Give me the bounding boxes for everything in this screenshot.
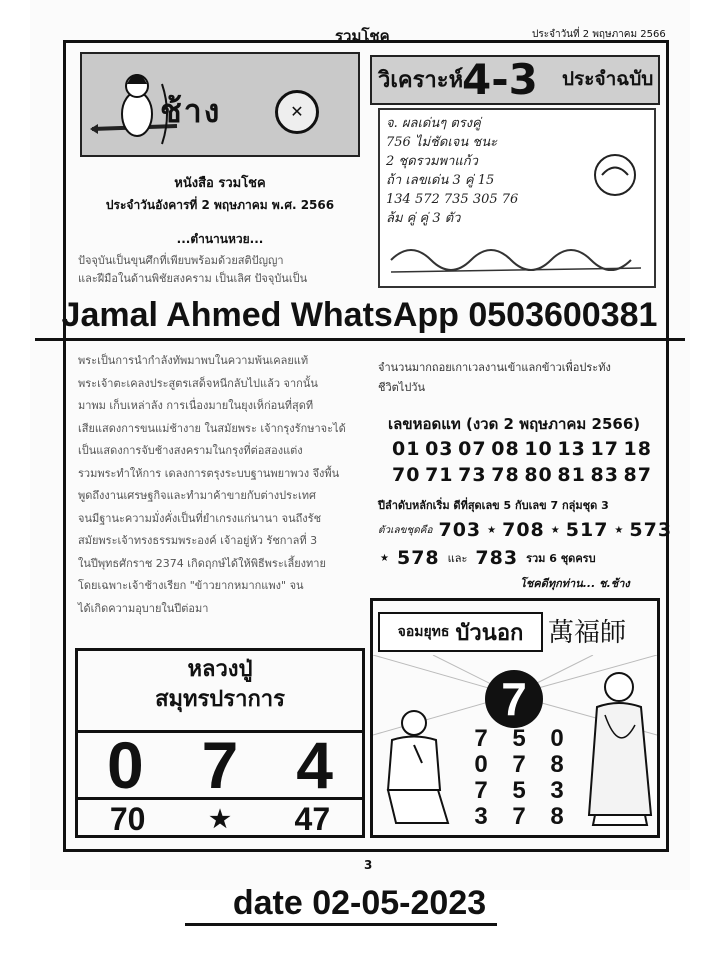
text-line: จนมีฐานะความมั่งคั่งเป็นที่ยำเกรงแก่นานา จนถึงรัช (78, 511, 322, 525)
grid-digit: 8 (550, 803, 564, 830)
luangpu-title: หลวงปู่ (187, 657, 253, 682)
right-intro (378, 358, 663, 398)
combo-conjunction: และ (447, 552, 468, 565)
lucky-number: 08 (491, 438, 520, 460)
lucky-digit: 0 (106, 728, 144, 802)
combo-number: 578 (396, 547, 440, 569)
grid-digit: 7 (512, 803, 526, 830)
book-title: หนังสือ รวมโชค (174, 176, 266, 191)
lucky-digit: 7 (201, 728, 239, 802)
grid-row (462, 726, 576, 752)
jom-yut-name: บัวนอก (455, 620, 524, 646)
header-title: รวมโชค (335, 27, 390, 45)
text-line: พระเจ้าตะเคลงประสูตรเสด็จหนีกลับไปแล้ว จากนั้น (78, 376, 318, 390)
handwritten-line: 134 572 735 305 76 (386, 192, 519, 207)
number-row-2 (392, 464, 652, 486)
handwritten-line: 756 ไม่ชัดเจน ชนะ (386, 135, 498, 150)
lucky-number: 18 (623, 438, 652, 460)
combo-number: 517 (565, 519, 609, 541)
combo-line-1 (378, 519, 672, 541)
lucky-pair: 47 (294, 801, 331, 837)
chinese-title: 萬福師 (548, 618, 627, 648)
kneeling-man-icon (378, 705, 453, 830)
page-number: 3 (364, 858, 373, 872)
luangpu-pair (78, 801, 362, 838)
lucky-digit: 4 (296, 728, 333, 802)
analysis-subtitle: ประจำฉบับ (562, 68, 654, 90)
grid-digit: 0 (550, 725, 564, 752)
lead-digit: 7 (485, 670, 543, 728)
lucky-number: 81 (557, 464, 586, 486)
draw-title: เลขหอดแท (งวด 2 พฤษภาคม 2566) (388, 415, 641, 433)
grid-digit: 0 (474, 751, 488, 778)
handwritten-scribble (386, 240, 651, 280)
grid-digit: 3 (550, 777, 564, 804)
combo-line-2 (380, 547, 596, 569)
lucky-number: 70 (392, 464, 421, 486)
paragraph-top (78, 252, 363, 288)
text-line: และฝีมือในด้านพิชัยสงคราม เป็นเลิศ ปัจจุบันเป็น (78, 272, 308, 285)
seal-icon: ✕ (275, 90, 319, 134)
handwritten-lines (386, 114, 518, 228)
lucky-number: 03 (425, 438, 454, 460)
grid-row (462, 778, 576, 804)
lucky-number: 87 (623, 464, 652, 486)
issue-line: ประจำวันอังคารที่ 2 พฤษภาคม พ.ศ. 2566 (105, 198, 335, 212)
text-line: เสียแสดงการขนแม่ช้างาย ในสมัยพระ เจ้ากรุงรักษาจะได้ (78, 421, 346, 435)
jom-yut-small: จอมยุทธ (397, 624, 450, 640)
star-icon: ★ (380, 552, 389, 564)
grid-row (462, 804, 576, 830)
luangpu-name (75, 655, 365, 715)
lucky-number: 80 (524, 464, 553, 486)
circled-note-icon (590, 150, 640, 200)
date-caption: date 02-05-2023 (232, 884, 487, 922)
star-icon: ★ (209, 806, 231, 833)
text-line: มาพม เก็บเหล่าลัง การเนื่องมายในยุงเห็ก่อนที่สุดที (78, 399, 314, 412)
text-line: จำนวนมากถอยเกาเวลงานเข้าแลกข้าวเพื่อประทัง (378, 361, 611, 374)
handwritten-line: จ. ผลเด่นๆ ตรงคู่ (386, 116, 481, 131)
handwritten-line: ถ้า เลขเด่น 3 คู่ 15 (386, 173, 495, 188)
grid-digit: 8 (550, 751, 564, 778)
lucky-pair: 70 (109, 801, 146, 837)
lucky-number: 07 (458, 438, 487, 460)
grid-digit: 7 (512, 751, 526, 778)
text-line: ได้เกิดความอุบายในปีต่อมา (78, 601, 209, 615)
handwritten-line: ล้ม คู่ คู่ 3 ตัว (386, 211, 461, 226)
grid-digit: 5 (512, 725, 526, 752)
whatsapp-banner: Jamal Ahmed WhatsApp 0503600381 (61, 296, 658, 334)
lucky-number: 78 (491, 464, 520, 486)
header-date: ประจำวันที่ 2 พฤษภาคม 2566 (532, 29, 666, 40)
luangpu-place: สมุทรปราการ (155, 687, 285, 712)
lucky-number: 71 (425, 464, 454, 486)
lucky-number: 13 (557, 438, 586, 460)
text-line: ปัจจุบันเป็นขุนศึกที่เพียบพร้อมด้วยสติปัญญา (78, 254, 284, 267)
combo-number: 573 (629, 519, 673, 541)
text-line: พระเป็นการนำกำลังทัพมาพบในความพ้นเคลยแท้ (78, 354, 309, 367)
luangpu-digits (78, 730, 362, 800)
combo-number: 783 (475, 547, 519, 569)
combo-tail: รวม 6 ชุดครบ (526, 552, 596, 565)
text-line: เป็นแสดงการจับช้างสงครามในกรุงที่ต่อสองแต่ง (78, 444, 303, 457)
lucky-number: 73 (458, 464, 487, 486)
pick-line: ปีลำดับหลักเริ่ม ดีที่สุดเลข 5 กับเลข 7 กลุ่มชุด 3 (378, 499, 609, 512)
banner-underline (35, 338, 685, 341)
grid-digit: 7 (474, 777, 488, 804)
section-title: ...ตำนานหวย... (176, 232, 264, 246)
analysis-number: 4-3 (462, 55, 538, 104)
lucky-number: 01 (392, 438, 421, 460)
handwritten-line: 2 ชุดรวมพาแก้ว (386, 154, 478, 169)
combo-number: 708 (502, 519, 545, 541)
story-paragraph (78, 350, 368, 620)
text-line: พูดถึงงานเศรษฐกิจและทำมาค้าขายกับต่างประเทศ (78, 489, 316, 502)
combo-number: 703 (438, 519, 482, 541)
grid-digit: 7 (474, 725, 488, 752)
text-line: ในปีพุทธศักราช 2374 เกิดฤกษ์ได้ให้พิธีพระเลี้ยงทาย (78, 556, 326, 570)
logo-text: ช้าง (160, 92, 222, 130)
lucky-number: 17 (590, 438, 619, 460)
lucky-number: 10 (524, 438, 553, 460)
star-icon: ★ (487, 524, 497, 536)
analysis-label: วิเคราะห์ (378, 68, 464, 93)
date-underline (185, 923, 497, 926)
star-icon: ★ (550, 524, 560, 536)
signature-line: โชคดีทุกท่าน... ช.ช้าง (520, 577, 630, 590)
grid-digit: 3 (474, 803, 488, 830)
text-line: โดยเฉพาะเจ้าช้างเรียก "ข้าวยากหมากแพง" จน (78, 579, 304, 592)
number-row-1 (392, 438, 652, 460)
grid-digit: 5 (512, 777, 526, 804)
lucky-number: 83 (590, 464, 619, 486)
grid-row (462, 752, 576, 778)
jom-number-grid (462, 726, 576, 830)
star-icon: ★ (614, 524, 624, 536)
combo-label: ตัวเลขชุดคือ (378, 524, 433, 536)
text-line: ชีวิตไปวัน (378, 381, 425, 394)
jom-yut-label (378, 612, 543, 652)
text-line: รวมพระทำให้การ เดลงการตรุงระบบฐานพยาพวง จึงพื้น (78, 466, 340, 480)
monk-icon (585, 665, 657, 830)
text-line: สมัยพระเจ้าทรงธรรมพระองค์ เจ้าอยู่หัว รัชกาลที่ 3 (78, 534, 318, 547)
